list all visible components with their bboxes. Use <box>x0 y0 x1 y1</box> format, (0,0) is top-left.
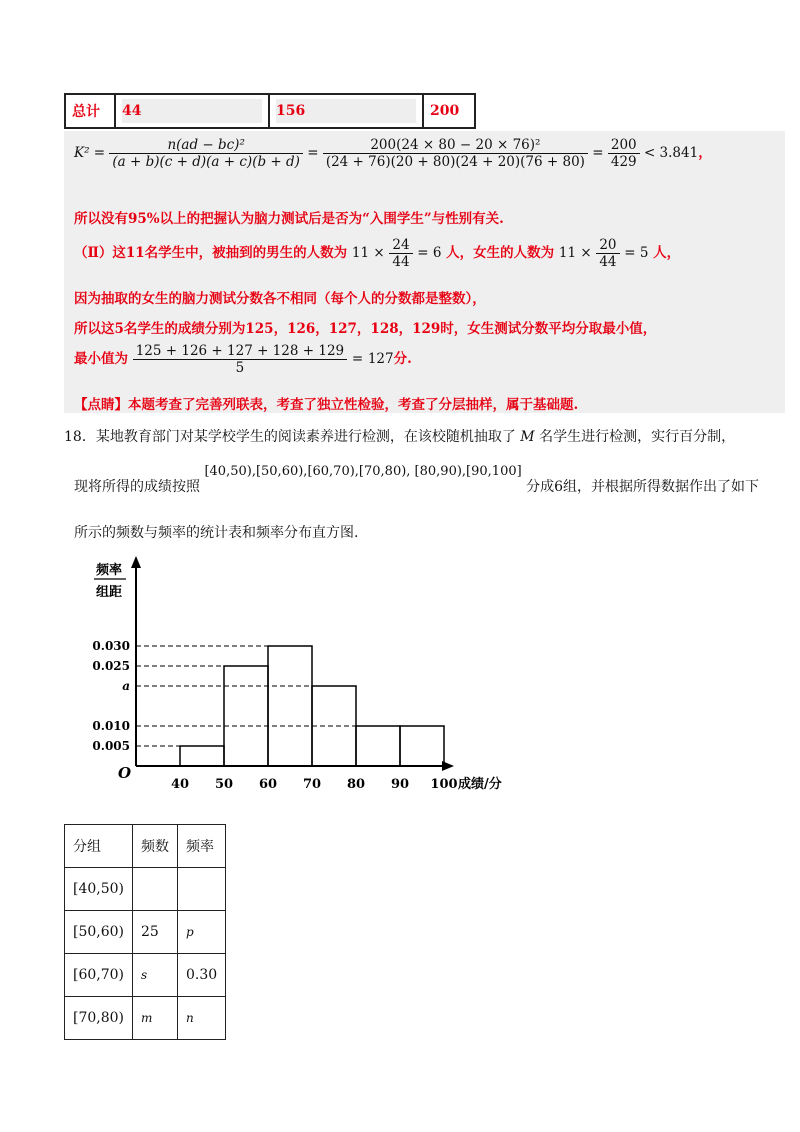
girls-fraction: $\frac{20}{44}$ <box>596 237 619 270</box>
y-tick-label: a <box>122 679 130 693</box>
k2-general-fraction: $\frac{\text{n(ad − bc)²}}{(a + b)(c + d)(a + c)(b + d)}$ <box>109 137 303 170</box>
scores-text: 所以这5名学生的成绩分别为125，126，127，128，129时，女生测试分数平均分取最小值， <box>74 321 657 337</box>
comment-text: 【点睛】本题考查了完善列联表，考查了独立性检验，考查了分层抽样，属于基础题. <box>74 397 579 413</box>
y-tick-label: 0.005 <box>92 739 130 753</box>
x-tick-label: 50 <box>214 777 234 792</box>
x-tick-label: 100 <box>430 777 458 792</box>
x-tick-label: 40 <box>170 777 190 792</box>
total-cell-3: 200 <box>423 94 475 128</box>
x-tick-label: 70 <box>302 777 322 792</box>
histogram-bar-40-50 <box>180 746 224 766</box>
histogram-bar-80-90 <box>356 726 400 766</box>
problem18-line1: 18．某地教育部门对某学校学生的阅读素养进行检测，在该校随机抽取了 M 名学生进行检测，实行百分制， <box>64 429 736 445</box>
boys-fraction: $\frac{24}{44}$ <box>389 237 412 270</box>
frequency-table <box>64 824 226 1040</box>
table-header-row <box>65 825 226 868</box>
histogram-bar-50-60 <box>224 666 268 766</box>
y-axis-label-top: 频率 <box>96 563 123 578</box>
solution-box <box>64 131 785 413</box>
table-row: [40,50) <box>65 868 226 911</box>
reason-text: 因为抽取的女生的脑力测试分数各不相同（每个人的分数都是整数）， <box>74 291 486 307</box>
table-row: [50,60) 25 p <box>65 911 226 954</box>
origin-label: O <box>118 764 132 782</box>
k2-formula-line: K² = $\frac{\text{n(ad − bc)²}}{(a + b)(c + d)(a + c)(b + d)}$ = $\frac{\text{200(24 × 80 − 20 × 76)²}}{(24 + 76)(20 + 80)(24 + 20)(76 + 80)}$ = $\frac{200}{429}$ < 3.841， <box>74 137 712 170</box>
summary-table-row <box>64 93 476 129</box>
k2-calc-fraction: $\frac{\text{200(24 × 80 − 20 × 76)²}}{(24 + 76)(20 + 80)(24 + 20)(76 + 80)}$ <box>323 137 588 170</box>
histogram-bar-90-100 <box>400 726 444 766</box>
k2-result-fraction: $\frac{200}{429}$ <box>608 137 640 170</box>
total-label: 总计 <box>65 94 115 128</box>
header-frequency: 频率 <box>178 825 226 868</box>
problem18-line2: 现将所得的成绩按照 [40,50),[50,60),[60,70),[70,80), [80,90),[90,100] 分成6组，并根据所得数据作出了如下 <box>74 464 760 495</box>
y-axis-label-bottom: 组距 <box>96 585 123 600</box>
total-cell-2: 156 <box>269 94 423 128</box>
y-tick-label: 0.010 <box>92 719 130 733</box>
x-tick-label: 80 <box>346 777 366 792</box>
histogram-bar-60-70 <box>268 646 312 766</box>
header-count: 频数 <box>133 825 178 868</box>
y-tick-label: 0.025 <box>92 659 130 673</box>
histogram-bar-70-80 <box>312 686 356 766</box>
x-axis-label: 成绩/分 <box>458 777 502 792</box>
problem18-line3: 所示的频数与频率的统计表和频率分布直方图. <box>74 525 359 541</box>
intervals-text: [40,50),[50,60),[60,70),[70,80), [80,90),[90,100] <box>204 464 522 479</box>
table-row: [70,80) m n <box>65 997 226 1040</box>
min-fraction: $\frac{125 + 126 + 127 + 128 + 129}{5}$ <box>133 343 347 376</box>
min-value-line: 最小值为 $\frac{125 + 126 + 127 + 128 + 129}{5}$ = 127分. <box>74 343 412 376</box>
part2-line: （Ⅱ）这11名学生中，被抽到的男生的人数为 11 × $\frac{24}{44}$ = 6 人，女生的人数为 11 × $\frac{20}{44}$ = 5 人， <box>74 237 681 270</box>
frequency-histogram <box>88 548 528 808</box>
x-tick-label: 60 <box>258 777 278 792</box>
y-axis-arrow <box>131 556 141 568</box>
table-row: [60,70) s 0.30 <box>65 954 226 997</box>
y-tick-label: 0.030 <box>92 639 130 653</box>
header-group: 分组 <box>65 825 133 868</box>
total-cell-1: 44 <box>115 94 269 128</box>
conclusion-text: 所以没有95%以上的把握认为脑力测试后是否为“入围学生”与性别有关. <box>74 211 504 227</box>
x-tick-label: 90 <box>390 777 410 792</box>
